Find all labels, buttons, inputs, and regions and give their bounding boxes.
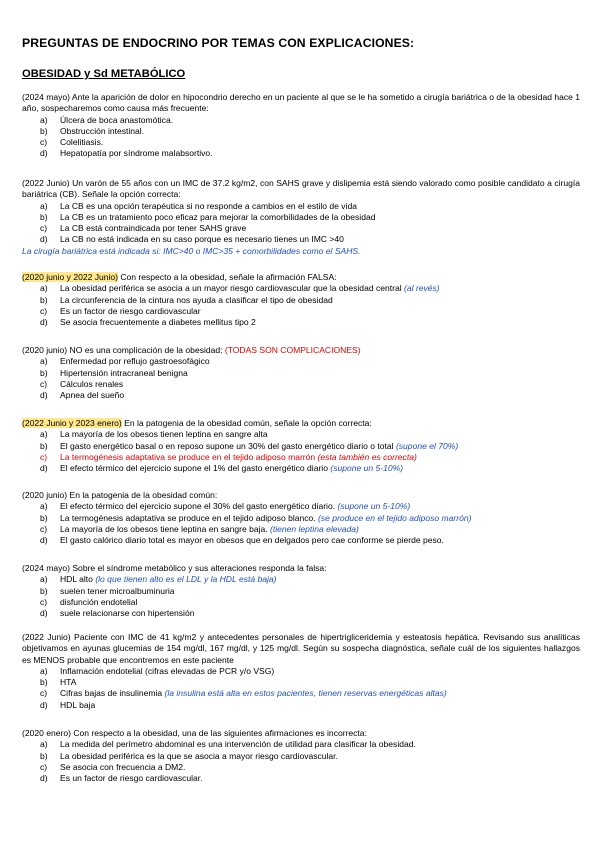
explanation-note: (esta también es correcta) [317,451,417,462]
option-text: Inflamación endotelial (cifras elevadas de PCR y/o VSG) [60,665,275,676]
explanation-note: (se produce en el tejido adiposo marrón) [318,512,472,523]
explanation-note: (supone un 5-10%) [330,463,404,474]
explanation-note: La cirugía bariátrica está indicada si: IMC>40 o IMC>35 + comorbilidades como el SAHS. [22,245,361,256]
option-letter: d) [40,148,48,159]
answer-option [22,317,580,328]
question-date: (2020 enero) [22,728,71,738]
option-text: La CB es una opción terapéutica si no responde a cambios en el estilo de vida [60,200,357,211]
answer-option [22,501,580,512]
answer-option [22,751,580,762]
question-block [22,345,580,401]
option-letter: d) [40,234,48,245]
option-text: El efecto térmico del ejercicio supone el 1% del gasto energético diario (supone un 5-10%) [60,463,404,474]
answer-option [22,201,580,212]
answer-option [22,762,580,773]
explanation-note: (supone el 70%) [395,440,459,451]
question-stem: (2020 junio) En la patogenia de la obesidad común: [22,490,218,500]
option-letter: d) [40,317,48,328]
option-text: Se asocia con frecuencia a DM2. [60,761,186,772]
explanation-note: (al revés) [403,283,440,294]
question-block [22,632,580,711]
option-text: La CB es un tratamiento poco eficaz para mejorar la comorbilidades de la obesidad [60,211,376,222]
option-letter: d) [40,699,48,710]
answer-option [22,441,580,452]
answer-option [22,126,580,137]
option-text: La medida del perímetro abdominal es una intervención de utilidad para clasificar la obesidad. [60,739,416,750]
option-letter: d) [40,608,48,619]
option-letter: c) [40,378,48,389]
question-stem: (2022 Junio) Un varón de 55 años con un IMC de 37.2 kg/m2, con SAHS grave y dislipemia está siendo valorado como posible candidato a cirugía bariátrica (CB). Señale la opción correcta: [22,178,580,200]
question-date: (2024 mayo) [22,563,70,573]
answer-option [22,513,580,524]
option-letter: d) [40,535,48,546]
document-title: PREGUNTAS DE ENDOCRINO POR TEMAS CON EXPLICACIONES: [22,36,415,50]
answer-option [22,379,580,390]
option-letter: c) [40,761,48,772]
option-letter: c) [40,305,48,316]
answer-option [22,429,580,440]
answer-option [22,295,580,306]
question-stem: (2022 Junio) Paciente con IMC de 41 kg/m2 y antecedentes personales de hipertrigliceridemia y esteatosis hepática. Revisando sus analíticas objetivamos en ayunas glucemias de 154 mg/dl, 167 mg/dl, y 125 mg/dl. Según su sospecha diagnóstica, señale cuál de los siguientes hallazgos es MENOS probable que encontremos en este paciente [22,632,581,665]
answer-option [22,524,580,535]
answer-option [22,137,580,148]
explanation-note: (supone un 5-10%) [337,501,411,512]
option-text: La termogénesis adaptativa se produce en el tejido adiposo blanco. (se produce en el tejido adiposo marrón) [60,512,472,523]
option-text: La CB está contraindicada por tener SAHS grave [60,223,247,234]
option-letter: a) [40,283,48,294]
answer-option [22,739,580,750]
option-text: suele relacionarse con hipertensión [60,608,195,619]
option-letter: b) [40,294,48,305]
option-text: La mayoría de los obesos tiene leptina en sangre baja. (tienen leptina elevada) [60,523,359,534]
answer-option [22,688,580,699]
option-text: disfunción endotelial [60,596,138,607]
option-text: La CB no está indicada en su caso porque es necesario tienes un IMC >40 [60,234,344,245]
answer-option [22,234,580,245]
option-text: Úlcera de boca anastomótica. [60,114,174,125]
option-text: La obesidad periférica se asocia a un mayor riesgo cardiovascular que la obesidad central (al revés) [60,283,440,294]
option-letter: b) [40,512,48,523]
question-stem: (2024 mayo) Sobre el síndrome metabólico y sus alteraciones responda la falsa: [22,563,327,573]
explanation-note: (lo que tienen alto es el LDL y la HDL está baja) [95,574,277,585]
option-letter: a) [40,114,48,125]
option-letter: c) [40,688,48,699]
question-block [22,418,580,474]
option-letter: d) [40,773,48,784]
option-letter: a) [40,356,48,367]
question-date-highlighted: (2022 Junio y 2023 enero) [22,418,122,428]
answer-option [22,700,580,711]
question-date: (2020 junio) [22,345,68,355]
option-text: Es un factor de riesgo cardiovascular [60,305,201,316]
option-letter: b) [40,677,48,688]
explanation-note: (TODAS SON COMPLICACIONES) [224,345,361,355]
option-text: Es un factor de riesgo cardiovascular. [60,773,203,784]
option-letter: c) [40,137,48,148]
answer-option [22,597,580,608]
option-letter: a) [40,200,48,211]
option-text: Se asocia frecuentemente a diabetes mellitus tipo 2 [60,317,256,328]
option-text: La obesidad periférica es la que se asocia a mayor riesgo cardiovascular. [60,750,338,761]
question-block [22,728,580,784]
answer-option [22,677,580,688]
answer-option [22,574,580,585]
option-letter: d) [40,463,48,474]
option-text: Apnea del sueño [60,390,125,401]
question-block [22,92,580,160]
answer-option [22,212,580,223]
option-text: Hepatopatía por síndrome malabsortivo. [60,148,213,159]
question-block [22,178,580,257]
question-block [22,490,580,546]
answer-option [22,535,580,546]
option-letter: b) [40,211,48,222]
answer-option [22,115,580,126]
option-text: Hipertensión intracraneal benigna [60,367,188,378]
option-text: HDL baja [60,699,96,710]
question-date: (2024 mayo) [22,92,70,102]
explanation-note: (la insulina está alta en estos pacientes, tienen reservas energéticas altas) [164,688,447,699]
answer-option [22,368,580,379]
option-letter: c) [40,451,48,462]
answer-option [22,148,580,159]
option-letter: b) [40,750,48,761]
question-stem: (2024 mayo) Ante la aparición de dolor en hipocondrio derecho en un paciente al que se le ha sometido a cirugía bariátrica o de la obesidad hace 1 año, sospecharemos como causa más frecuente: [22,92,581,114]
answer-option [22,223,580,234]
option-letter: b) [40,440,48,451]
answer-option [22,356,580,367]
option-letter: a) [40,739,48,750]
option-letter: a) [40,429,48,440]
option-text: HTA [60,677,77,688]
option-text: El gasto calórico diario total es mayor en obesos que en delgados pero cae conforme se pierde peso. [60,535,444,546]
question-date: (2022 Junio) [22,632,71,642]
option-text: HDL alto (lo que tienen alto es el LDL y la HDL está baja) [60,574,277,585]
option-letter: c) [40,523,48,534]
question-block [22,272,580,328]
answer-option [22,283,580,294]
option-letter: b) [40,125,48,136]
option-letter: d) [40,390,48,401]
option-text: suelen tener microalbuminuria [60,585,175,596]
option-letter: a) [40,665,48,676]
option-letter: b) [40,585,48,596]
question-stem: (2022 Junio y 2023 enero) En la patogenia de la obesidad común, señale la opción correcta: [22,418,372,428]
explanation-note: (tienen leptina elevada) [270,523,359,534]
question-date: (2022 Junio) [22,178,70,188]
answer-option [22,773,580,784]
answer-option [22,306,580,317]
option-letter: a) [40,574,48,585]
option-letter: c) [40,223,48,234]
option-text: Cifras bajas de insulinemia (la insulina está alta en estos pacientes, tienen reservas energéticas altas) [60,688,447,699]
option-letter: a) [40,501,48,512]
option-letter: b) [40,367,48,378]
answer-option [22,586,580,597]
option-text: Colelitiasis. [60,137,104,148]
question-block [22,563,580,619]
option-text: Obstrucción intestinal. [60,125,145,136]
question-stem: (2020 enero) Con respecto a la obesidad, una de las siguientes afirmaciones es incorrecta: [22,728,367,738]
section-title: OBESIDAD y Sd METABÓLICO [22,68,186,80]
option-text: El efecto térmico del ejercicio supone el 30% del gasto energético diario. (supone un 5-10%) [60,501,411,512]
question-date: (2020 junio) [22,490,68,500]
answer-option [22,390,580,401]
option-text: Enfermedad por reflujo gastroesofágico [60,356,210,367]
option-text: La circunferencia de la cintura nos ayuda a clasificar el tipo de obesidad [60,294,333,305]
answer-option [22,608,580,619]
option-text: La mayoría de los obesos tienen leptina en sangre alta [60,429,268,440]
question-stem: (2020 junio y 2022 Junio) Con respecto a la obesidad, señale la afirmación FALSA: [22,272,337,282]
option-text: El gasto energético basal o en reposo supone un 30% del gasto energético diario o total (supone el 70%) [60,440,459,451]
question-date-highlighted: (2020 junio y 2022 Junio) [22,272,118,282]
answer-option [22,666,580,677]
answer-option-correct [22,452,580,463]
option-letter: c) [40,596,48,607]
option-text: La termogénesis adaptativa se produce en el tejido adiposo marrón (esta también es correcta) [60,451,417,462]
question-stem: (2020 junio) NO es una complicación de la obesidad: (TODAS SON COMPLICACIONES) [22,345,361,355]
option-text: Cálculos renales [60,378,124,389]
answer-option [22,463,580,474]
